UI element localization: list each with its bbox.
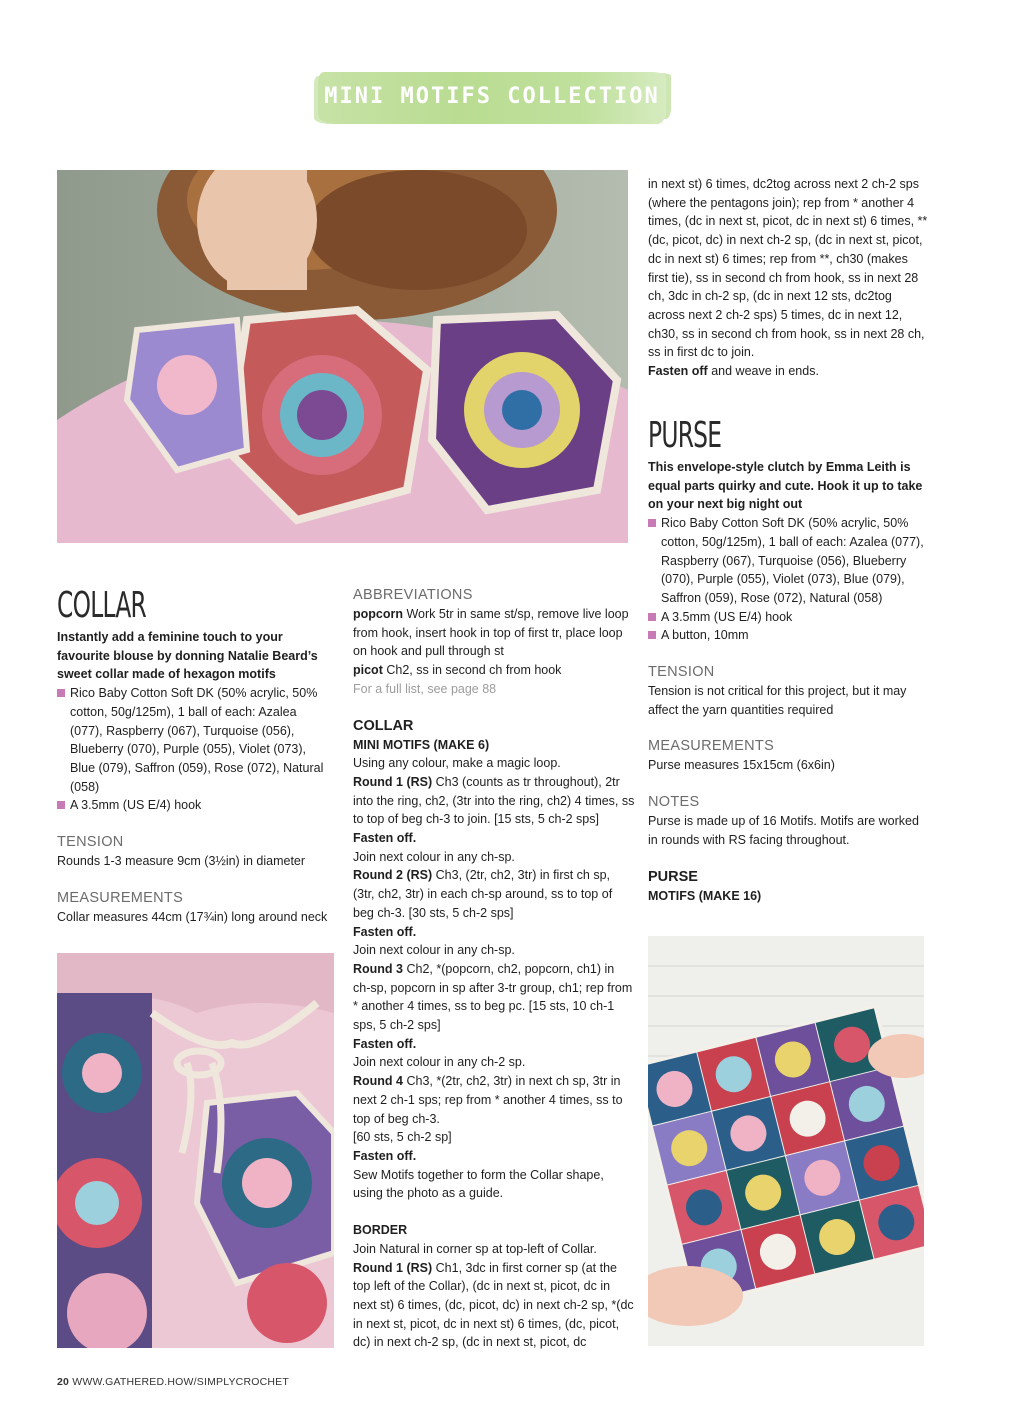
fasten-off-1: Fasten off. <box>353 831 417 846</box>
banner-title: MINI MOTIFS COLLECTION <box>324 84 660 109</box>
round-1-label: Round 1 (RS) <box>353 774 433 789</box>
purse-notes: Purse is made up of 16 Motifs. Motifs are worked in rounds with RS facing throughout. <box>648 814 919 847</box>
fasten-off-4: Fasten off. <box>353 1148 417 1163</box>
collar-front-photo <box>57 953 334 1348</box>
purse-material-hook: A 3.5mm (US E/4) hook <box>648 608 930 627</box>
border-round-1 <box>353 1259 635 1353</box>
collar-material-yarn: Rico Baby Cotton Soft DK (50% acrylic, 50% cotton, 50g/125m), 1 ball of each: Azalea (077), Raspberry (067), Turquoise (056), Blueberry (070), Purple (055), Violet (073), Blue (079), Saffron (059), Rose (072), Natural (058) <box>57 684 329 796</box>
fasten-off-2: Fasten off. <box>353 924 417 939</box>
collar-intro-column <box>57 586 329 926</box>
border-heading: BORDER <box>353 1223 408 1238</box>
purse-material-yarn: Rico Baby Cotton Soft DK (50% acrylic, 50% cotton, 50g/125m), 1 ball of each: Azalea (077), Raspberry (067), Turquoise (056), Blueberry (070), Purple (055), Violet (073), Blue (079), Saffron (059), Rose (072), Natural (058) <box>648 514 930 608</box>
collar-back-photo <box>57 170 628 543</box>
page-footer <box>57 1376 289 1388</box>
round-3-text: Ch2, *(popcorn, ch2, popcorn, ch1) in ch-sp, popcorn in sp after 3-tr group, ch1; rep from * another 4 times, ss to beg pc. [15 sts, 10 ch-1 sps, 5 ch-2 sps] <box>353 961 633 1033</box>
round-4-text: Ch3, *(2tr, ch2, 3tr) in next ch sp, 3tr in next 2 ch-1 sps; rep from * another 4 times, ss to top of beg ch-3. <box>353 1074 623 1126</box>
fasten-off-final-label: Fasten off <box>648 364 708 379</box>
collar-measurements: Collar measures 44cm (17¾in) long around neck <box>57 909 328 924</box>
full-list-note: For a full list, see page 88 <box>353 681 497 696</box>
border-continued: in next st) 6 times, dc2tog across next 2 ch-2 sps (where the pentagons join); rep from * another 4 times, (dc in next st, picot, dc in next st) 6 times, **(dc, picot, dc) in next ch-2 sp, (dc in next st, picot, dc in next st) 6 times; rep from **, ch30 (makes first tie), ss in second ch from hook, ss in next 28 ch, 3dc in ch-2 sp, (dc in next 12 sts, dc2tog across next 2 ch-2 sps) 5 times, dc in next 12, ch30, ss in second ch from hook, ss in next 28 ch, ss in first dc to join. <box>648 177 928 360</box>
collar-tension-label: TENSION <box>57 834 124 851</box>
round-4-count: [60 sts, 5 ch-2 sp] <box>353 1130 452 1145</box>
fasten-off-label: Fasten off <box>353 1148 413 1163</box>
join-colour-1: Join next colour in any ch-sp. <box>353 849 515 864</box>
weave-in-text: and weave in ends. <box>711 364 819 379</box>
collar-heading: COLLAR <box>57 585 147 626</box>
round-2 <box>353 866 635 922</box>
popcorn-definition <box>353 605 635 661</box>
border-round-1-text: Ch1, 3dc in first corner sp (at the top left of the Collar), (dc in next st, picot, dc in next st) 6 times, (dc, picot, dc) in next ch-2 sp, *(dc in next st, picot, dc in next st) 6 times, (dc, picot, dc) in next ch-2 sp, (dc in next st, picot, dc <box>353 1260 634 1350</box>
abbreviations-label: ABBREVIATIONS <box>353 587 473 603</box>
round-4 <box>353 1072 635 1128</box>
purse-heading: PURSE <box>648 415 722 456</box>
border-join: Join Natural in corner sp at top-left of Collar. <box>353 1241 597 1256</box>
round-2-text: Ch3, (2tr, ch2, 3tr) in first ch sp, (3tr, ch2, 3tr) in each ch-sp around, ss to top of beg ch-3. [30 sts, 5 ch-2 sps] <box>353 868 613 920</box>
round-3-label: Round 3 <box>353 961 403 976</box>
purse-material-button: A button, 10mm <box>648 626 930 645</box>
round-3 <box>353 960 635 1035</box>
join-colour-3: Join next colour in any ch-2 sp. <box>353 1055 526 1070</box>
footer-url: WWW.GATHERED.HOW/SIMPLYCROCHET <box>72 1376 289 1388</box>
collar-material-hook: A 3.5mm (US E/4) hook <box>57 796 329 815</box>
purse-tension: Tension is not critical for this project, but it may affect the yarn quantities required <box>648 684 907 717</box>
round-1-text: Ch3 (counts as tr throughout), 2tr into the ring, ch2, (3tr into the ring, ch2) 4 times, ss to top of beg ch-3 to join. [15 sts, 5 ch-2 sps] <box>353 774 635 827</box>
collar-pattern-column <box>353 585 635 1352</box>
purse-intro: This envelope-style clutch by Emma Leith is equal parts quirky and cute. Hook it up to take on your next big night out <box>648 460 923 512</box>
page-number: 20 <box>57 1376 70 1388</box>
popcorn-term: popcorn <box>353 607 403 621</box>
picot-term: picot <box>353 663 383 678</box>
fasten-off-final <box>648 362 928 381</box>
purse-pattern-heading: PURSE <box>648 868 698 885</box>
mini-motifs-heading: MINI MOTIFS (MAKE 6) <box>353 737 490 752</box>
border-round-1-label: Round 1 (RS) <box>353 1260 433 1275</box>
purse-column <box>648 416 930 905</box>
picot-text: Ch2, ss in second ch from hook <box>386 663 562 678</box>
section-banner <box>318 72 666 124</box>
round-2-label: Round 2 (RS) <box>353 868 433 883</box>
join-colour-2: Join next colour in any ch-sp. <box>353 943 515 958</box>
fasten-off-label: Fasten off <box>353 1036 413 1051</box>
fasten-off-3: Fasten off. <box>353 1036 417 1051</box>
purse-photo <box>648 936 924 1346</box>
fasten-off-label: Fasten off <box>353 831 413 846</box>
purse-measurements: Purse measures 15x15cm (6x6in) <box>648 758 835 773</box>
collar-pattern-heading: COLLAR <box>353 717 414 734</box>
purse-tension-label: TENSION <box>648 664 715 681</box>
round-1 <box>353 773 635 829</box>
round-4-label: Round 4 <box>353 1074 403 1089</box>
sew-motifs: Sew Motifs together to form the Collar shape, using the photo as a guide. <box>353 1167 604 1201</box>
picot-definition <box>353 661 635 680</box>
collar-tension: Rounds 1-3 measure 9cm (3½in) in diameter <box>57 854 306 869</box>
purse-notes-label: NOTES <box>648 794 700 811</box>
collar-intro: Instantly add a feminine touch to your favourite blouse by donning Natalie Beard’s sweet collar made of hexagon motifs <box>57 630 318 682</box>
purse-measurements-label: MEASUREMENTS <box>648 738 775 755</box>
magic-loop-step: Using any colour, make a magic loop. <box>353 756 561 771</box>
purse-motifs-heading: MOTIFS (MAKE 16) <box>648 888 762 903</box>
collar-continued-column <box>648 175 928 381</box>
popcorn-text: Work 5tr in same st/sp, remove live loop from hook, insert hook in top of first tr, place loop on hook and pull through st <box>353 607 629 659</box>
collar-measurements-label: MEASUREMENTS <box>57 889 184 906</box>
fasten-off-label: Fasten off <box>353 924 413 939</box>
